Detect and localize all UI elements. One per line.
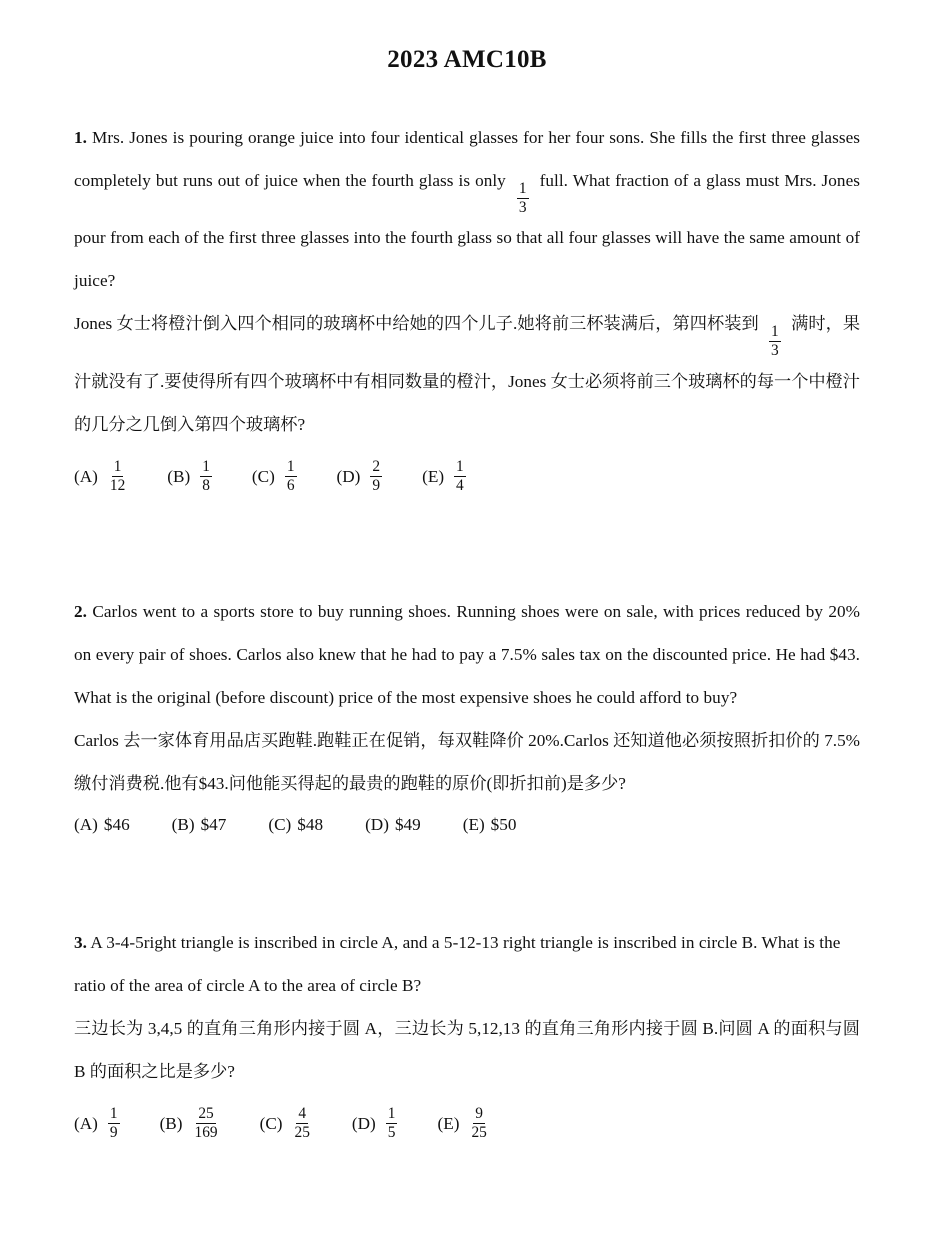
problem-1-chinese-inline-fraction <box>769 324 781 358</box>
problem-2-chinese-text: Carlos 去一家体育用品店买跑鞋.跑鞋正在促销，每双鞋降价 20%.Carlos 还知道他必须按照折扣价的 7.5%缴付消费税.他有$43.问他能买得起的最贵的跑鞋的原价(即折扣前)是多少? <box>74 731 860 794</box>
choice-label: (B) <box>171 815 195 835</box>
choice-value: $47 <box>200 815 227 835</box>
problem-1-choices <box>74 457 860 494</box>
problem-spacer <box>74 835 860 921</box>
choice-label: (A) <box>74 815 98 835</box>
problem-1-chinese-text-part1: Jones 女士将橙汁倒入四个相同的玻璃杯中给她的四个儿子.她将前三杯装满后，第四杯装到 <box>74 314 759 334</box>
choice-option[interactable] <box>352 1107 404 1141</box>
choice-option[interactable] <box>268 815 323 835</box>
choice-option[interactable] <box>437 1107 494 1141</box>
problem-1-chinese-text-part2: 满时，果汁就没有了.要使得所有四个玻璃杯中有相同数量的橙汁，Jones 女士必须将前三个玻璃杯的每一个中橙汁的几分之几倒入第四个玻璃杯? <box>74 314 861 434</box>
problem-1-chinese <box>74 302 860 445</box>
choice-label: (E) <box>462 815 485 835</box>
choice-label: (E) <box>437 1114 460 1134</box>
choice-option[interactable] <box>74 1107 126 1141</box>
choice-fraction <box>370 459 382 493</box>
problem-2-choices <box>74 815 860 835</box>
fraction-numerator: 1 <box>113 457 122 475</box>
fraction-numerator: 1 <box>202 457 210 475</box>
choice-option[interactable] <box>167 457 218 494</box>
problem-2-chinese <box>74 719 860 805</box>
fraction-numerator: 1 <box>109 1105 118 1123</box>
problem-1-number: 1. <box>74 128 87 147</box>
choice-option[interactable] <box>260 1107 318 1141</box>
choice-value: $48 <box>297 815 324 835</box>
fraction-numerator: 1 <box>518 180 527 197</box>
choice-value: $46 <box>103 815 130 835</box>
choice-label: (D) <box>365 815 389 835</box>
choice-fraction <box>454 459 466 493</box>
fraction-denominator: 25 <box>471 1123 487 1141</box>
choice-label: (C) <box>268 815 292 835</box>
fraction-denominator: 3 <box>771 342 779 360</box>
problem-2 <box>74 590 860 835</box>
fraction-numerator: 2 <box>372 457 381 475</box>
choice-label: (B) <box>167 467 191 487</box>
problem-spacer <box>74 494 860 590</box>
problem-1-inline-fraction <box>517 181 529 215</box>
choice-label: (E) <box>422 467 445 487</box>
problem-3-chinese-text: 三边长为 3,4,5 的直角三角形内接于圆 A，三边长为 5,12,13 的直角三角形内接于圆 B.问圆 A 的面积与圆 B 的面积之比是多少? <box>74 1019 860 1082</box>
choice-option[interactable] <box>74 457 133 494</box>
problem-1-english-text-part1: Mrs. Jones is pouring orange juice into four identical glasses for her four sons. She fills the first three glasses completely but runs out of juice when the fourth glass is only <box>74 128 860 190</box>
choice-fraction <box>285 459 297 493</box>
choice-option[interactable] <box>463 815 517 835</box>
choice-option[interactable] <box>365 815 421 835</box>
fraction-denominator: 8 <box>202 476 210 494</box>
fraction-denominator: 25 <box>294 1123 310 1141</box>
fraction-denominator: 12 <box>109 476 126 494</box>
choice-fraction <box>193 1106 220 1140</box>
problem-3 <box>74 921 860 1141</box>
fraction-denominator: 9 <box>372 476 381 494</box>
problem-2-english <box>74 590 860 719</box>
fraction-numerator: 1 <box>387 1105 396 1123</box>
fraction-denominator: 5 <box>387 1123 396 1141</box>
fraction-numerator: 4 <box>298 1105 307 1123</box>
choice-value: $50 <box>490 815 517 835</box>
choice-option[interactable] <box>422 457 472 494</box>
choice-fraction <box>200 459 212 493</box>
problem-2-english-text: Carlos went to a sports store to buy running shoes. Running shoes were on sale, with prices reduced by 20% on every pair of shoes. Carlos also knew that he had to pay a 7.5% sales tax on the discounted price. He had $43. What is the original (before discount) price of the most expensive shoes he could afford to buy? <box>74 602 860 708</box>
problem-3-number: 3. <box>74 933 87 953</box>
problem-3-english-text: A 3-4-5right triangle is inscribed in circle A, and a 5-12-13 right triangle is inscribed in circle B. What is the ratio of the area of circle A to the area of circle B? <box>74 933 841 996</box>
problem-3-choices <box>74 1107 860 1141</box>
fraction-denominator: 6 <box>286 476 295 494</box>
problem-1 <box>74 116 860 494</box>
choice-fraction <box>108 459 127 493</box>
page-title: 2023 AMC10B <box>387 46 547 73</box>
choice-value: $49 <box>394 815 421 835</box>
choice-fraction <box>469 1106 488 1140</box>
choice-fraction <box>293 1106 312 1140</box>
choice-fraction <box>386 1106 398 1140</box>
fraction-denominator: 9 <box>109 1123 118 1141</box>
choice-option[interactable] <box>336 457 389 494</box>
problem-1-english-text-part2: full. What fraction of a glass must Mrs. Jones pour from each of the first three glasses into the fourth glass so that all four glasses will have the same amount of juice? <box>74 171 860 291</box>
choice-option[interactable] <box>74 815 130 835</box>
choice-label: (B) <box>159 1114 183 1134</box>
choice-label: (C) <box>259 1114 283 1134</box>
problem-1-english <box>74 116 860 302</box>
choice-option[interactable] <box>251 457 303 494</box>
fraction-denominator: 4 <box>456 476 464 494</box>
choice-option[interactable] <box>160 1107 226 1141</box>
fraction-numerator: 9 <box>475 1105 483 1123</box>
fraction-numerator: 1 <box>771 323 779 341</box>
choice-label: (A) <box>74 467 98 487</box>
choice-label: (D) <box>351 1114 376 1134</box>
choice-label: (A) <box>74 1114 98 1134</box>
fraction-numerator: 1 <box>286 457 295 475</box>
fraction-numerator: 25 <box>198 1105 214 1123</box>
problem-3-english <box>74 921 860 1007</box>
choice-label: (D) <box>336 467 361 487</box>
fraction-denominator: 3 <box>518 198 527 216</box>
choice-label: (C) <box>251 467 275 487</box>
fraction-denominator: 169 <box>194 1123 218 1141</box>
problem-3-chinese <box>74 1007 860 1093</box>
problem-2-number: 2. <box>74 602 87 622</box>
choice-option[interactable] <box>172 815 227 835</box>
fraction-numerator: 1 <box>456 457 464 475</box>
choice-fraction <box>108 1106 120 1140</box>
